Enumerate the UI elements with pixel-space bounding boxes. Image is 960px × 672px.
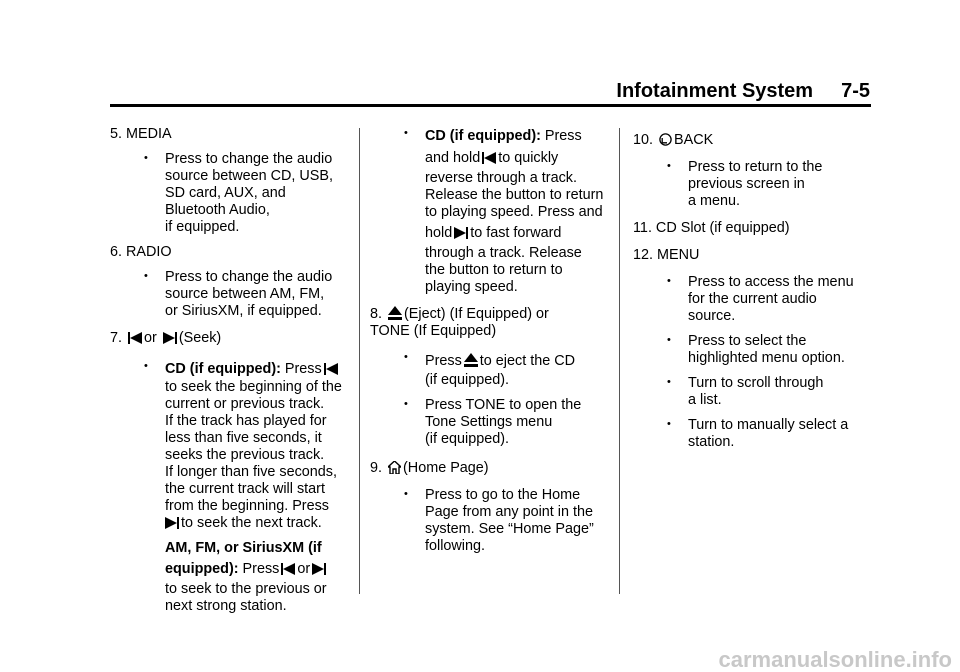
bullet-dot: • <box>404 351 408 363</box>
seek-back-icon <box>128 332 142 344</box>
eject-bullet: • Press to eject the CD (if equipped). <box>404 351 575 388</box>
bullet-dot: • <box>667 160 671 172</box>
home-bullet: • Press to go to the Home Page from any point in the system. See “Home Page” following. <box>404 487 594 554</box>
column-divider-2 <box>619 128 620 594</box>
seek-forward-icon <box>163 332 177 344</box>
seek-back-icon <box>324 363 338 375</box>
header-rule <box>110 104 871 107</box>
back-bullet: • Press to return to the previous screen in a menu. <box>667 159 823 209</box>
seek-back-icon <box>482 152 496 164</box>
menu-bullet-1: • Press to access the menu for the current audio source. <box>667 274 854 324</box>
item-media: 5. MEDIA <box>110 126 172 142</box>
cd-hold-bullet: • CD (if equipped): Press and hold to quickly reverse through a track. Release the button to return to playing speed. Press and hold to fast forward through a track. Release the button to return to playing speed. <box>404 127 604 295</box>
media-bullet: • Press to change the audio source between CD, USB, SD card, AUX, and Bluetooth Audio, if equipped. <box>144 151 333 235</box>
item-cd-slot: 11. CD Slot (if equipped) <box>633 220 790 236</box>
menu-bullet-4: • Turn to manually select a station. <box>667 417 849 450</box>
eject-icon <box>388 306 402 320</box>
bullet-dot: • <box>667 418 671 430</box>
item-seek: 7. or (Seek) <box>110 330 222 346</box>
column-3 <box>633 126 873 459</box>
item-back: 10. BACK <box>633 132 714 148</box>
tone-bullet: • Press TONE to open the Tone Settings menu (if equipped). <box>404 397 582 447</box>
bullet-dot: • <box>404 488 408 500</box>
bullet-dot: • <box>144 360 148 372</box>
seek-forward-icon <box>312 563 326 575</box>
section-title: Infotainment System <box>616 80 814 102</box>
item-eject: 8. (Eject) (If Equipped) or TONE (If Equipped) <box>370 306 549 339</box>
bullet-dot: • <box>667 376 671 388</box>
column-1 <box>110 126 350 623</box>
bullet-dot: • <box>667 334 671 346</box>
back-icon <box>659 133 672 146</box>
column-2 <box>370 126 610 563</box>
watermark: carmanualsonline.info <box>718 647 952 672</box>
bullet-dot: • <box>404 398 408 410</box>
item-menu: 12. MENU <box>633 247 700 263</box>
bullet-dot: • <box>144 152 148 164</box>
home-icon <box>388 461 401 474</box>
seek-cd-bullet: • CD (if equipped): Press to seek the beginning of the current or previous track. If the track has played for less than five seconds, it seeks the previous track. If longer than five seconds, the current track will start from the beginning. Press to seek the next track. AM, FM, or SiriusXM (if equipped): Press or to seek to the previous or next strong station. <box>144 360 342 614</box>
menu-bullet-3: • Turn to scroll through a list. <box>667 375 824 408</box>
menu-bullet-2: • Press to select the highlighted menu option. <box>667 333 845 366</box>
radio-bullet: • Press to change the audio source between AM, FM, or SiriusXM, if equipped. <box>144 269 333 319</box>
page-number: 7-5 <box>841 80 870 102</box>
seek-forward-icon <box>165 517 179 529</box>
column-divider-1 <box>359 128 360 594</box>
item-home: 9. (Home Page) <box>370 460 489 476</box>
bullet-dot: • <box>667 275 671 287</box>
bullet-dot: • <box>404 127 408 139</box>
seek-forward-icon <box>454 227 468 239</box>
bullet-dot: • <box>144 270 148 282</box>
eject-icon <box>464 353 478 367</box>
seek-back-icon <box>281 563 295 575</box>
item-radio: 6. RADIO <box>110 244 172 260</box>
page-header <box>616 80 870 102</box>
